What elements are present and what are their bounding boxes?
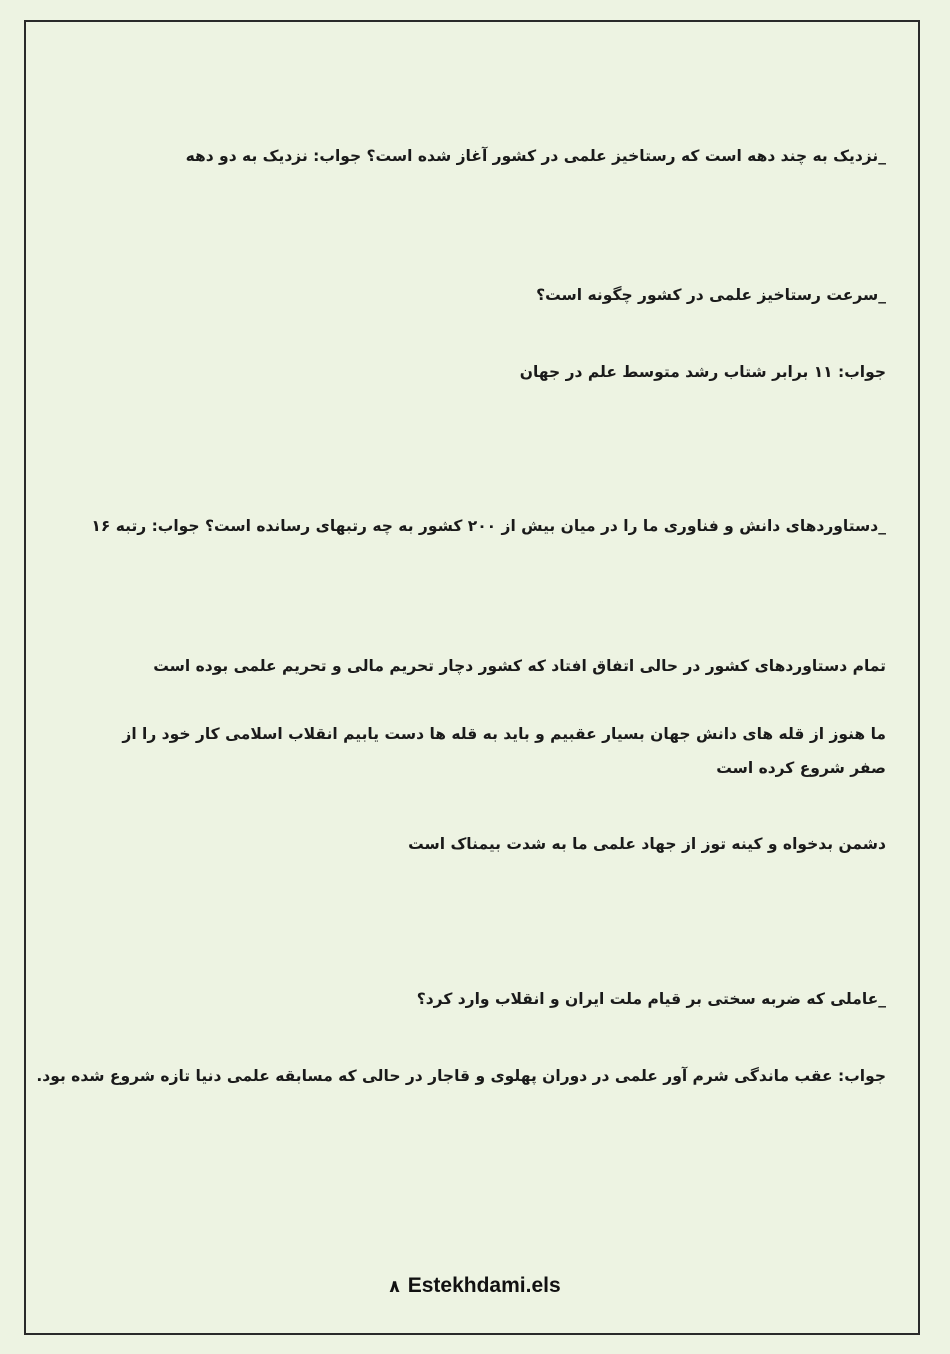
answer-4: جواب: عقب ماندگی شرم آور علمی در دوران پهلوی و قاجار در حالی که مسابقه علمی دنیا تازه شروع شده بود. <box>36 1067 886 1085</box>
question-1: _نزدیک به چند دهه است که رستاخیز علمی در کشور آغاز شده است؟ جواب: نزدیک به دو دهه <box>185 147 886 165</box>
question-2: _سرعت رستاخیز علمی در کشور چگونه است؟ <box>536 286 886 304</box>
page-border <box>24 20 920 1335</box>
question-3: _دستاوردهای دانش و فناوری ما را در میان بیش از ۲۰۰ کشور به چه رتبهای رسانده است؟ جواب: رتبه ۱۶ <box>91 517 886 535</box>
page-footer <box>0 1274 950 1298</box>
question-4: _عاملی که ضربه سختی بر قیام ملت ایران و انقلاب وارد کرد؟ <box>416 990 886 1008</box>
footer-site: Estekhdami.els <box>407 1274 561 1297</box>
answer-2: جواب: ۱۱ برابر شتاب رشد متوسط علم در جهان <box>519 363 886 381</box>
statement-1: تمام دستاوردهای کشور در حالی اتفاق افتاد که کشور دچار تحریم مالی و تحریم علمی بوده است <box>153 657 886 675</box>
statement-2: ما هنوز از قله های دانش جهان بسیار عقبیم و باید به قله ها دست یابیم انقلاب اسلامی کار خود را از صفر شروع کرده است <box>122 725 886 777</box>
page-number: ۸ <box>389 1277 400 1297</box>
statement-3: دشمن بدخواه و کینه توز از جهاد علمی ما به شدت بیمناک است <box>408 835 886 853</box>
